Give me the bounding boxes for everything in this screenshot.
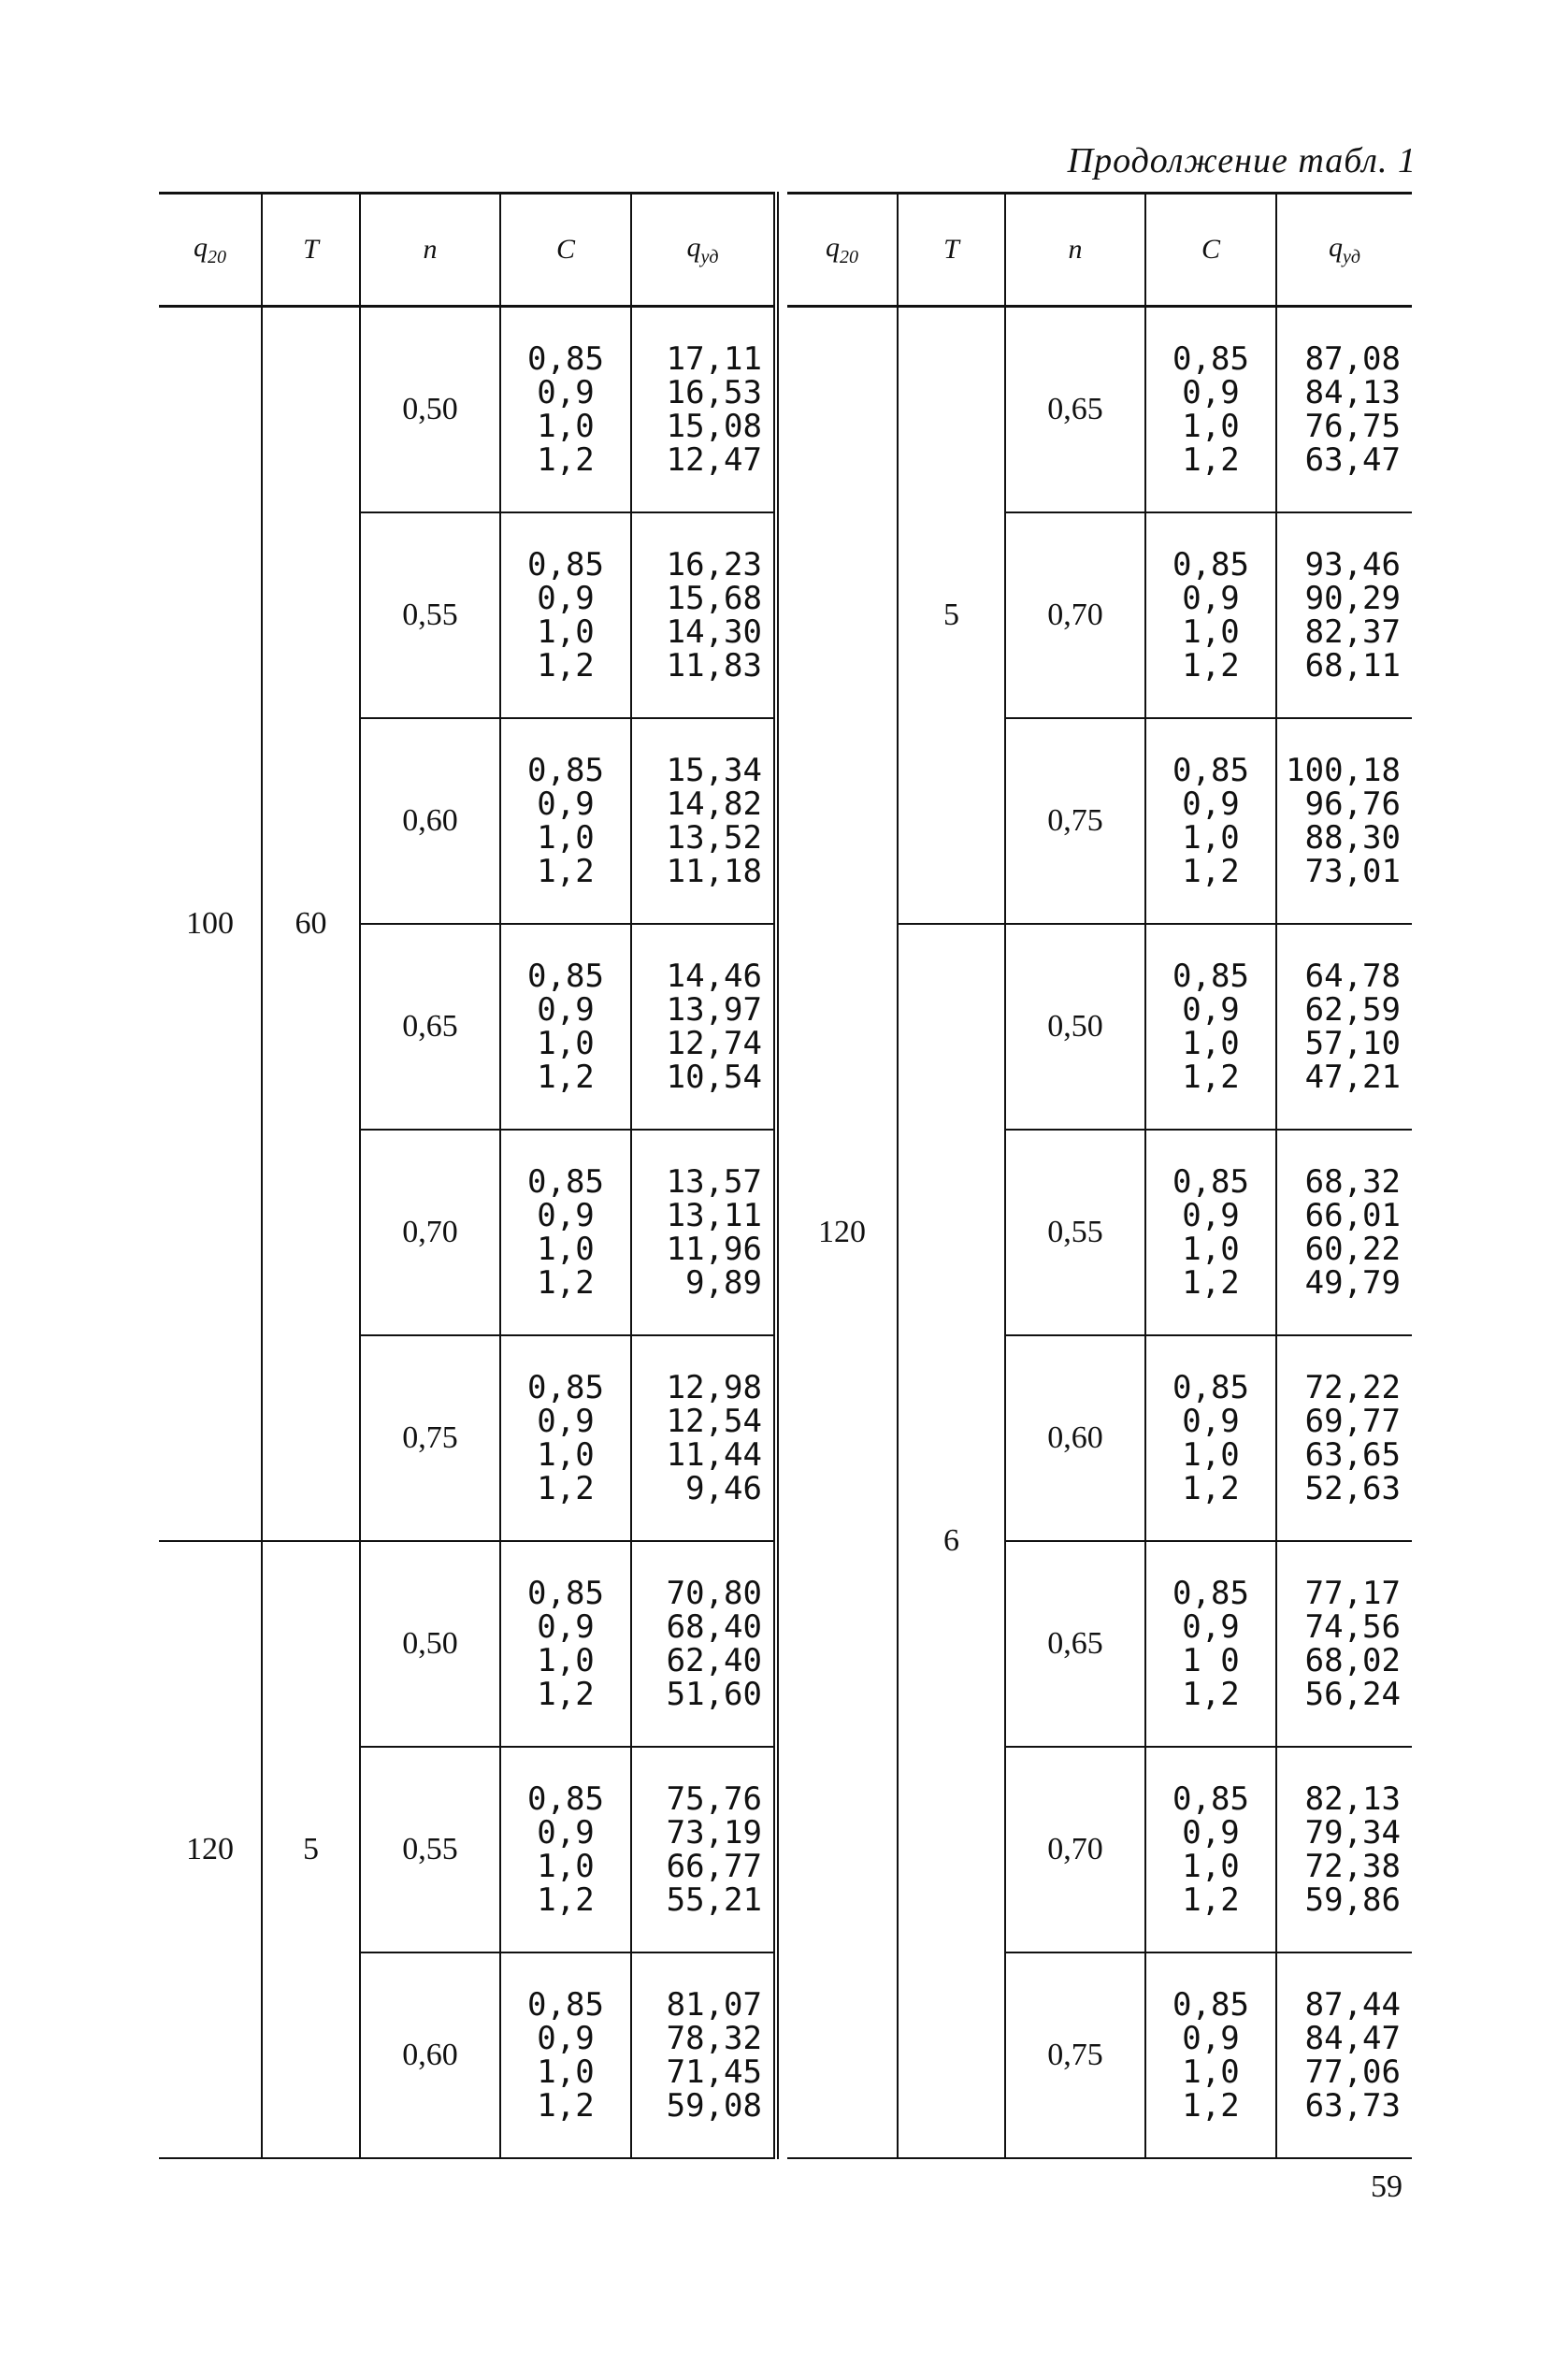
cell-qud-value: 82,13 — [1304, 1780, 1401, 1818]
cell-c-value: 0,9 — [537, 1197, 595, 1234]
cell-qud-value: 68,02 — [1304, 1642, 1401, 1679]
cell-c-value: 1,0 — [1182, 819, 1240, 857]
cell-c — [1145, 1541, 1276, 1747]
cell-qud-value: 13,11 — [666, 1197, 762, 1234]
cell-c-value: 0,9 — [537, 580, 595, 617]
cell-qud-value: 69,77 — [1304, 1403, 1401, 1440]
cell-qud — [631, 1747, 776, 1952]
cell-qud-value: 15,08 — [666, 408, 762, 445]
cell-n: 0,70 — [1005, 1747, 1145, 1952]
cell-qud — [1276, 1747, 1412, 1952]
cell-n: 0,60 — [360, 1952, 500, 2158]
cell-c-value: 0,9 — [537, 991, 595, 1029]
cell-c-value: 0,9 — [1182, 1608, 1240, 1646]
table-left-half — [159, 192, 776, 2159]
cell-c-lines — [501, 959, 630, 1094]
table-row — [159, 1541, 776, 1747]
cell-c-value: 1,0 — [537, 613, 595, 651]
cell-qud-value: 12,54 — [666, 1403, 762, 1440]
cell-qud-value: 82,37 — [1304, 613, 1401, 651]
cell-qud-value: 12,47 — [666, 441, 762, 479]
cell-c-lines — [1146, 342, 1275, 477]
cell-qud — [1276, 307, 1412, 513]
cell-c-lines — [501, 1782, 630, 1917]
cell-c-value: 1,0 — [537, 1848, 595, 1885]
page-number: 59 — [1371, 2169, 1403, 2204]
cell-c-value: 1,0 — [1182, 2053, 1240, 2091]
cell-n: 0,60 — [360, 718, 500, 924]
cell-c — [500, 718, 631, 924]
cell-c-value: 0,9 — [537, 785, 595, 823]
cell-c-lines — [501, 1988, 630, 2123]
cell-qud-value: 11,18 — [666, 853, 762, 890]
cell-n: 0,70 — [360, 1130, 500, 1335]
cell-qud-value: 13,52 — [666, 819, 762, 857]
cell-c — [1145, 1130, 1276, 1335]
cell-qud-value: 11,44 — [666, 1436, 762, 1474]
data-table-left — [159, 192, 779, 2159]
header-c: C — [1145, 194, 1276, 307]
cell-qud-value: 76,75 — [1304, 408, 1401, 445]
cell-c-value: 0,9 — [1182, 2020, 1240, 2057]
header-n: n — [360, 194, 500, 307]
cell-qud-value: 81,07 — [666, 1986, 762, 2024]
cell-c — [500, 1952, 631, 2158]
cell-c-lines — [501, 548, 630, 683]
cell-n: 0,65 — [360, 924, 500, 1130]
cell-c-value: 0,9 — [537, 1608, 595, 1646]
cell-qud-value: 87,08 — [1304, 340, 1401, 378]
cell-c-value: 0,85 — [1172, 1369, 1249, 1406]
cell-c-value: 0,85 — [527, 1163, 604, 1201]
cell-qud-value: 15,34 — [666, 752, 762, 789]
cell-c-value: 0,9 — [537, 1814, 595, 1851]
cell-c-value: 1,2 — [537, 1059, 595, 1096]
cell-c-lines — [1146, 1371, 1275, 1506]
cell-qud-value: 10,54 — [666, 1059, 762, 1096]
cell-q20: 100 — [159, 307, 262, 1542]
cell-q20: 120 — [159, 1541, 262, 2158]
cell-c-value: 0,85 — [527, 958, 604, 995]
cell-c-value: 0,9 — [537, 1403, 595, 1440]
cell-c — [1145, 512, 1276, 718]
cell-c-value: 0,85 — [1172, 340, 1249, 378]
cell-n: 0,65 — [1005, 307, 1145, 513]
cell-qud-value: 9,89 — [685, 1264, 762, 1302]
cell-qud-value: 71,45 — [666, 2053, 762, 2091]
cell-c-lines — [1146, 1165, 1275, 1300]
cell-c-lines — [501, 754, 630, 888]
cell-c — [500, 1747, 631, 1952]
cell-qud — [1276, 512, 1412, 718]
header-c: C — [500, 194, 631, 307]
cell-c-value: 1,0 — [537, 408, 595, 445]
cell-c-lines — [1146, 1782, 1275, 1917]
cell-qud-value: 68,32 — [1304, 1163, 1401, 1201]
cell-c — [500, 1130, 631, 1335]
cell-qud-value: 16,23 — [666, 546, 762, 584]
cell-qud-lines — [632, 754, 762, 888]
cell-c-value: 0,9 — [1182, 1403, 1240, 1440]
cell-n: 0,55 — [360, 512, 500, 718]
cell-c — [1145, 718, 1276, 924]
header-qud: $q_{уд}$ — [1276, 194, 1412, 307]
cell-qud-value: 79,34 — [1304, 1814, 1401, 1851]
cell-n: 0,50 — [1005, 924, 1145, 1130]
cell-qud-value: 100,18 — [1286, 752, 1401, 789]
cell-qud — [631, 512, 776, 718]
cell-qud — [631, 1130, 776, 1335]
cell-n: 0,60 — [1005, 1335, 1145, 1541]
cell-qud-value: 77,06 — [1304, 2053, 1401, 2091]
cell-qud-value: 70,80 — [666, 1575, 762, 1612]
cell-qud-value: 77,17 — [1304, 1575, 1401, 1612]
cell-qud-value: 66,01 — [1304, 1197, 1401, 1234]
cell-c-value: 0,85 — [1172, 1163, 1249, 1201]
cell-qud — [631, 1952, 776, 2158]
cell-n: 0,75 — [1005, 1952, 1145, 2158]
cell-qud-lines — [1277, 1782, 1401, 1917]
cell-n: 0,55 — [360, 1747, 500, 1952]
cell-qud-value: 56,24 — [1304, 1676, 1401, 1713]
cell-c-value: 1,2 — [1182, 1470, 1240, 1507]
cell-c — [500, 512, 631, 718]
cell-c-value: 0,9 — [1182, 1197, 1240, 1234]
cell-qud — [1276, 1952, 1412, 2158]
cell-c-value: 1,0 — [1182, 1025, 1240, 1062]
cell-qud-value: 11,96 — [666, 1231, 762, 1268]
cell-c-lines — [501, 1165, 630, 1300]
header-q20: $q_{20}$ — [787, 194, 898, 307]
cell-c-value: 1,0 — [1182, 1436, 1240, 1474]
cell-c-value: 1,0 — [1182, 408, 1240, 445]
cell-qud-value: 11,83 — [666, 647, 762, 684]
cell-c-value: 1,0 — [537, 1025, 595, 1062]
cell-qud — [631, 1335, 776, 1541]
cell-c-lines — [501, 1577, 630, 1711]
cell-c-value: 1,2 — [1182, 1264, 1240, 1302]
cell-t: 6 — [898, 924, 1005, 2158]
cell-t: 5 — [898, 307, 1005, 925]
cell-c-value: 1,0 — [537, 1231, 595, 1268]
cell-c — [1145, 1747, 1276, 1952]
cell-qud-value: 63,65 — [1304, 1436, 1401, 1474]
cell-qud-value: 64,78 — [1304, 958, 1401, 995]
cell-c-value: 1,0 — [537, 1436, 595, 1474]
header-t: T — [262, 194, 360, 307]
cell-c-value: 0,85 — [527, 752, 604, 789]
cell-qud-value: 75,76 — [666, 1780, 762, 1818]
cell-c-value: 0,9 — [537, 2020, 595, 2057]
cell-n: 0,50 — [360, 307, 500, 513]
cell-c-lines — [1146, 1988, 1275, 2123]
cell-qud-value: 59,86 — [1304, 1881, 1401, 1919]
header-n: n — [1005, 194, 1145, 307]
cell-qud-value: 72,22 — [1304, 1369, 1401, 1406]
cell-qud-value: 73,01 — [1304, 853, 1401, 890]
cell-qud-lines — [1277, 1988, 1401, 2123]
cell-c-value: 1,0 — [537, 819, 595, 857]
cell-qud-value: 62,59 — [1304, 991, 1401, 1029]
table-caption: Продолжение табл. 1 — [1067, 141, 1417, 180]
cell-c-value: 1,2 — [1182, 2087, 1240, 2125]
cell-qud-lines — [1277, 754, 1401, 888]
cell-qud-value: 49,79 — [1304, 1264, 1401, 1302]
cell-c-value: 0,85 — [527, 1986, 604, 2024]
cell-qud-value: 57,10 — [1304, 1025, 1401, 1062]
cell-c-value: 1,2 — [537, 1264, 595, 1302]
cell-c-lines — [1146, 754, 1275, 888]
cell-c-value: 0,85 — [527, 340, 604, 378]
cell-q20: 120 — [787, 307, 898, 2159]
cell-qud — [1276, 924, 1412, 1130]
cell-qud-lines — [1277, 342, 1401, 477]
cell-qud-value: 17,11 — [666, 340, 762, 378]
cell-qud-value: 16,53 — [666, 374, 762, 411]
cell-qud-lines — [632, 342, 762, 477]
cell-t: 60 — [262, 307, 360, 1542]
cell-qud-lines — [1277, 959, 1401, 1094]
cell-qud-value: 73,19 — [666, 1814, 762, 1851]
cell-c-value: 1,2 — [537, 1881, 595, 1919]
cell-qud-value: 72,38 — [1304, 1848, 1401, 1885]
cell-qud-value: 68,40 — [666, 1608, 762, 1646]
cell-qud-value: 60,22 — [1304, 1231, 1401, 1268]
cell-c — [500, 924, 631, 1130]
cell-qud-value: 78,32 — [666, 2020, 762, 2057]
cell-c-value: 0,9 — [537, 374, 595, 411]
cell-qud-value: 84,13 — [1304, 374, 1401, 411]
cell-c-lines — [1146, 1577, 1275, 1711]
cell-qud-value: 88,30 — [1304, 819, 1401, 857]
cell-qud-value: 47,21 — [1304, 1059, 1401, 1096]
cell-c-value: 1,2 — [1182, 441, 1240, 479]
cell-c — [500, 1541, 631, 1747]
table-row — [787, 307, 1412, 513]
cell-qud-value: 12,98 — [666, 1369, 762, 1406]
cell-qud-lines — [1277, 1577, 1401, 1711]
cell-c-value: 0,85 — [527, 1575, 604, 1612]
cell-qud-value: 66,77 — [666, 1848, 762, 1885]
cell-c-value: 1,2 — [1182, 647, 1240, 684]
cell-qud-value: 14,30 — [666, 613, 762, 651]
cell-c-value: 1,0 — [537, 1642, 595, 1679]
cell-qud-value: 9,46 — [685, 1470, 762, 1507]
cell-c-lines — [501, 342, 630, 477]
cell-c-value: 0,85 — [1172, 1780, 1249, 1818]
cell-c-value: 0,85 — [1172, 752, 1249, 789]
cell-c-value: 1,0 — [537, 2053, 595, 2091]
cell-c-value: 0,9 — [1182, 785, 1240, 823]
cell-qud-value: 14,82 — [666, 785, 762, 823]
cell-c-value: 1,0 — [1182, 613, 1240, 651]
cell-c-value: 1,2 — [537, 853, 595, 890]
cell-qud-value: 63,47 — [1304, 441, 1401, 479]
header-row — [159, 194, 776, 307]
cell-c-lines — [1146, 548, 1275, 683]
cell-qud-lines — [632, 1782, 762, 1917]
cell-c — [1145, 1335, 1276, 1541]
cell-c-value: 1,0 — [1182, 1231, 1240, 1268]
cell-qud-value: 59,08 — [666, 2087, 762, 2125]
cell-qud-lines — [1277, 1371, 1401, 1506]
cell-qud-value: 55,21 — [666, 1881, 762, 1919]
cell-c-value: 0,9 — [1182, 991, 1240, 1029]
cell-qud-value: 52,63 — [1304, 1470, 1401, 1507]
cell-n: 0,75 — [360, 1335, 500, 1541]
cell-qud-value: 51,60 — [666, 1676, 762, 1713]
cell-c — [1145, 1952, 1276, 2158]
cell-c-value: 1,2 — [537, 1676, 595, 1713]
cell-n: 0,70 — [1005, 512, 1145, 718]
cell-c-value: 0,9 — [1182, 374, 1240, 411]
cell-c — [500, 307, 631, 513]
cell-qud-value: 93,46 — [1304, 546, 1401, 584]
cell-c-lines — [501, 1371, 630, 1506]
cell-c-value: 0,85 — [527, 1369, 604, 1406]
cell-c-value: 1,2 — [1182, 1676, 1240, 1713]
cell-qud — [1276, 1130, 1412, 1335]
cell-qud-value: 87,44 — [1304, 1986, 1401, 2024]
cell-qud — [631, 307, 776, 513]
cell-c-value: 0,85 — [1172, 958, 1249, 995]
cell-c-value: 0,85 — [527, 546, 604, 584]
cell-qud-lines — [1277, 548, 1401, 683]
cell-c-value: 0,85 — [1172, 1986, 1249, 2024]
table-row — [159, 307, 776, 513]
cell-c — [1145, 924, 1276, 1130]
cell-qud — [1276, 1541, 1412, 1747]
header-t: T — [898, 194, 1005, 307]
cell-qud-lines — [632, 1165, 762, 1300]
cell-qud-lines — [632, 1371, 762, 1506]
cell-qud-lines — [632, 1988, 762, 2123]
cell-qud — [1276, 1335, 1412, 1541]
cell-c — [1145, 307, 1276, 513]
cell-c-value: 1,2 — [537, 441, 595, 479]
cell-c-value: 1,2 — [537, 647, 595, 684]
cell-c-lines — [1146, 959, 1275, 1094]
cell-qud-lines — [1277, 1165, 1401, 1300]
cell-c-value: 0,85 — [1172, 546, 1249, 584]
cell-n: 0,75 — [1005, 718, 1145, 924]
cell-qud-lines — [632, 548, 762, 683]
cell-qud — [631, 1541, 776, 1747]
cell-qud-lines — [632, 1577, 762, 1711]
cell-c-value: 0,85 — [527, 1780, 604, 1818]
header-q20: $q_{20}$ — [159, 194, 262, 307]
cell-qud-value: 15,68 — [666, 580, 762, 617]
cell-c-value: 1,0 — [1182, 1848, 1240, 1885]
cell-c-value: 0,85 — [1172, 1575, 1249, 1612]
cell-qud-lines — [632, 959, 762, 1094]
cell-c-value: 1 0 — [1182, 1642, 1240, 1679]
cell-qud — [631, 718, 776, 924]
header-qud: $q_{уд}$ — [631, 194, 776, 307]
cell-c-value: 1,2 — [1182, 1881, 1240, 1919]
cell-c-value: 1,2 — [1182, 853, 1240, 890]
cell-t: 5 — [262, 1541, 360, 2158]
cell-qud-value: 84,47 — [1304, 2020, 1401, 2057]
cell-c-value: 0,9 — [1182, 1814, 1240, 1851]
cell-c-value: 1,2 — [537, 2087, 595, 2125]
cell-c-value: 0,9 — [1182, 580, 1240, 617]
cell-qud-value: 63,73 — [1304, 2087, 1401, 2125]
cell-n: 0,65 — [1005, 1541, 1145, 1747]
cell-qud-value: 68,11 — [1304, 647, 1401, 684]
cell-qud — [631, 924, 776, 1130]
cell-c-value: 1,2 — [1182, 1059, 1240, 1096]
cell-qud — [1276, 718, 1412, 924]
cell-c-value: 1,2 — [537, 1470, 595, 1507]
cell-qud-value: 96,76 — [1304, 785, 1401, 823]
cell-c — [500, 1335, 631, 1541]
cell-qud-value: 90,29 — [1304, 580, 1401, 617]
cell-qud-value: 13,97 — [666, 991, 762, 1029]
header-row — [787, 194, 1412, 307]
cell-qud-value: 62,40 — [666, 1642, 762, 1679]
cell-n: 0,55 — [1005, 1130, 1145, 1335]
cell-qud-value: 12,74 — [666, 1025, 762, 1062]
cell-n: 0,50 — [360, 1541, 500, 1747]
cell-qud-value: 14,46 — [666, 958, 762, 995]
cell-qud-value: 13,57 — [666, 1163, 762, 1201]
cell-qud-value: 74,56 — [1304, 1608, 1401, 1646]
data-table-right — [787, 192, 1412, 2159]
table-right-half — [787, 192, 1412, 2159]
